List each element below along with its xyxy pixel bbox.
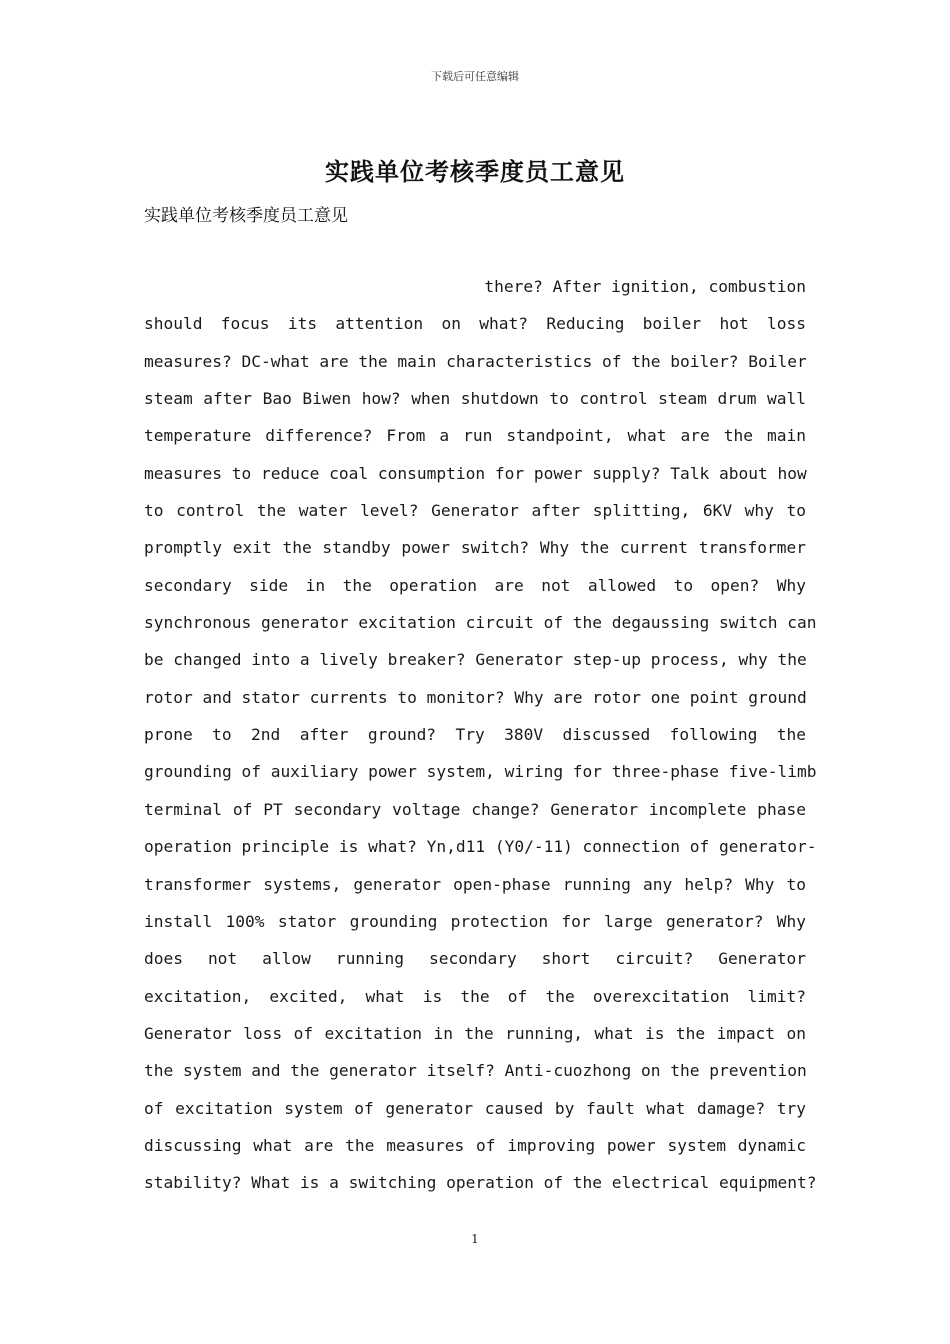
body-line: Generator loss of excitation in the running, what is the impact on: [144, 1023, 806, 1043]
body-line: promptly exit the standby power switch? Why the current transformer: [144, 538, 806, 558]
document-title: 实践单位考核季度员工意见: [325, 158, 625, 186]
body-line: temperature difference? From a run standpoint, what are the main: [144, 426, 806, 446]
body-line: measures? DC-what are the main characteristics of the boiler? Boiler: [144, 351, 807, 371]
body-line: terminal of PT secondary voltage change? Generator incomplete phase: [144, 799, 806, 819]
body-line: there? After ignition, combustion: [484, 277, 806, 296]
body-line: of excitation system of generator caused by fault what damage? try: [144, 1098, 806, 1118]
body-line: grounding of auxiliary power system, wiring for three-phase five-limb: [144, 762, 817, 782]
page-number: 1: [471, 1232, 479, 1246]
body-line: does not allow running secondary short circuit? Generator: [144, 949, 806, 969]
body-line: secondary side in the operation are not allowed to open? Why: [144, 575, 806, 595]
body-line: be changed into a lively breaker? Generator step-up process, why the: [144, 650, 807, 670]
body-line: the system and the generator itself? Anti-cuozhong on the prevention: [144, 1061, 807, 1081]
body-line: transformer systems, generator open-phase running any help? Why to: [144, 874, 806, 894]
body-line: operation principle is what? Yn,d11 (Y0/-11) connection of generator-: [144, 837, 817, 857]
body-line: measures to reduce coal consumption for power supply? Talk about how: [144, 463, 807, 483]
body-line: excitation, excited, what is the of the overexcitation limit?: [144, 986, 806, 1006]
body-line: steam after Bao Biwen how? when shutdown to control steam drum wall: [144, 389, 806, 409]
document-subtitle: 实践单位考核季度员工意见: [144, 206, 348, 226]
body-line: prone to 2nd after ground? Try 380V discussed following the: [144, 725, 806, 745]
body-line: synchronous generator excitation circuit of the degaussing switch can: [144, 613, 817, 633]
header-note: 下载后可任意编辑: [431, 70, 519, 83]
body-line: to control the water level? Generator after splitting, 6KV why to: [144, 501, 806, 521]
body-text: [144, 274, 817, 1208]
body-line: stability? What is a switching operation of the electrical equipment?: [144, 1173, 817, 1193]
body-line: install 100% stator grounding protection for large generator? Why: [144, 911, 806, 931]
body-line: discussing what are the measures of improving power system dynamic: [144, 1135, 806, 1155]
body-line: should focus its attention on what? Reducing boiler hot loss: [144, 314, 806, 334]
body-line: rotor and stator currents to monitor? Why are rotor one point ground: [144, 687, 807, 707]
